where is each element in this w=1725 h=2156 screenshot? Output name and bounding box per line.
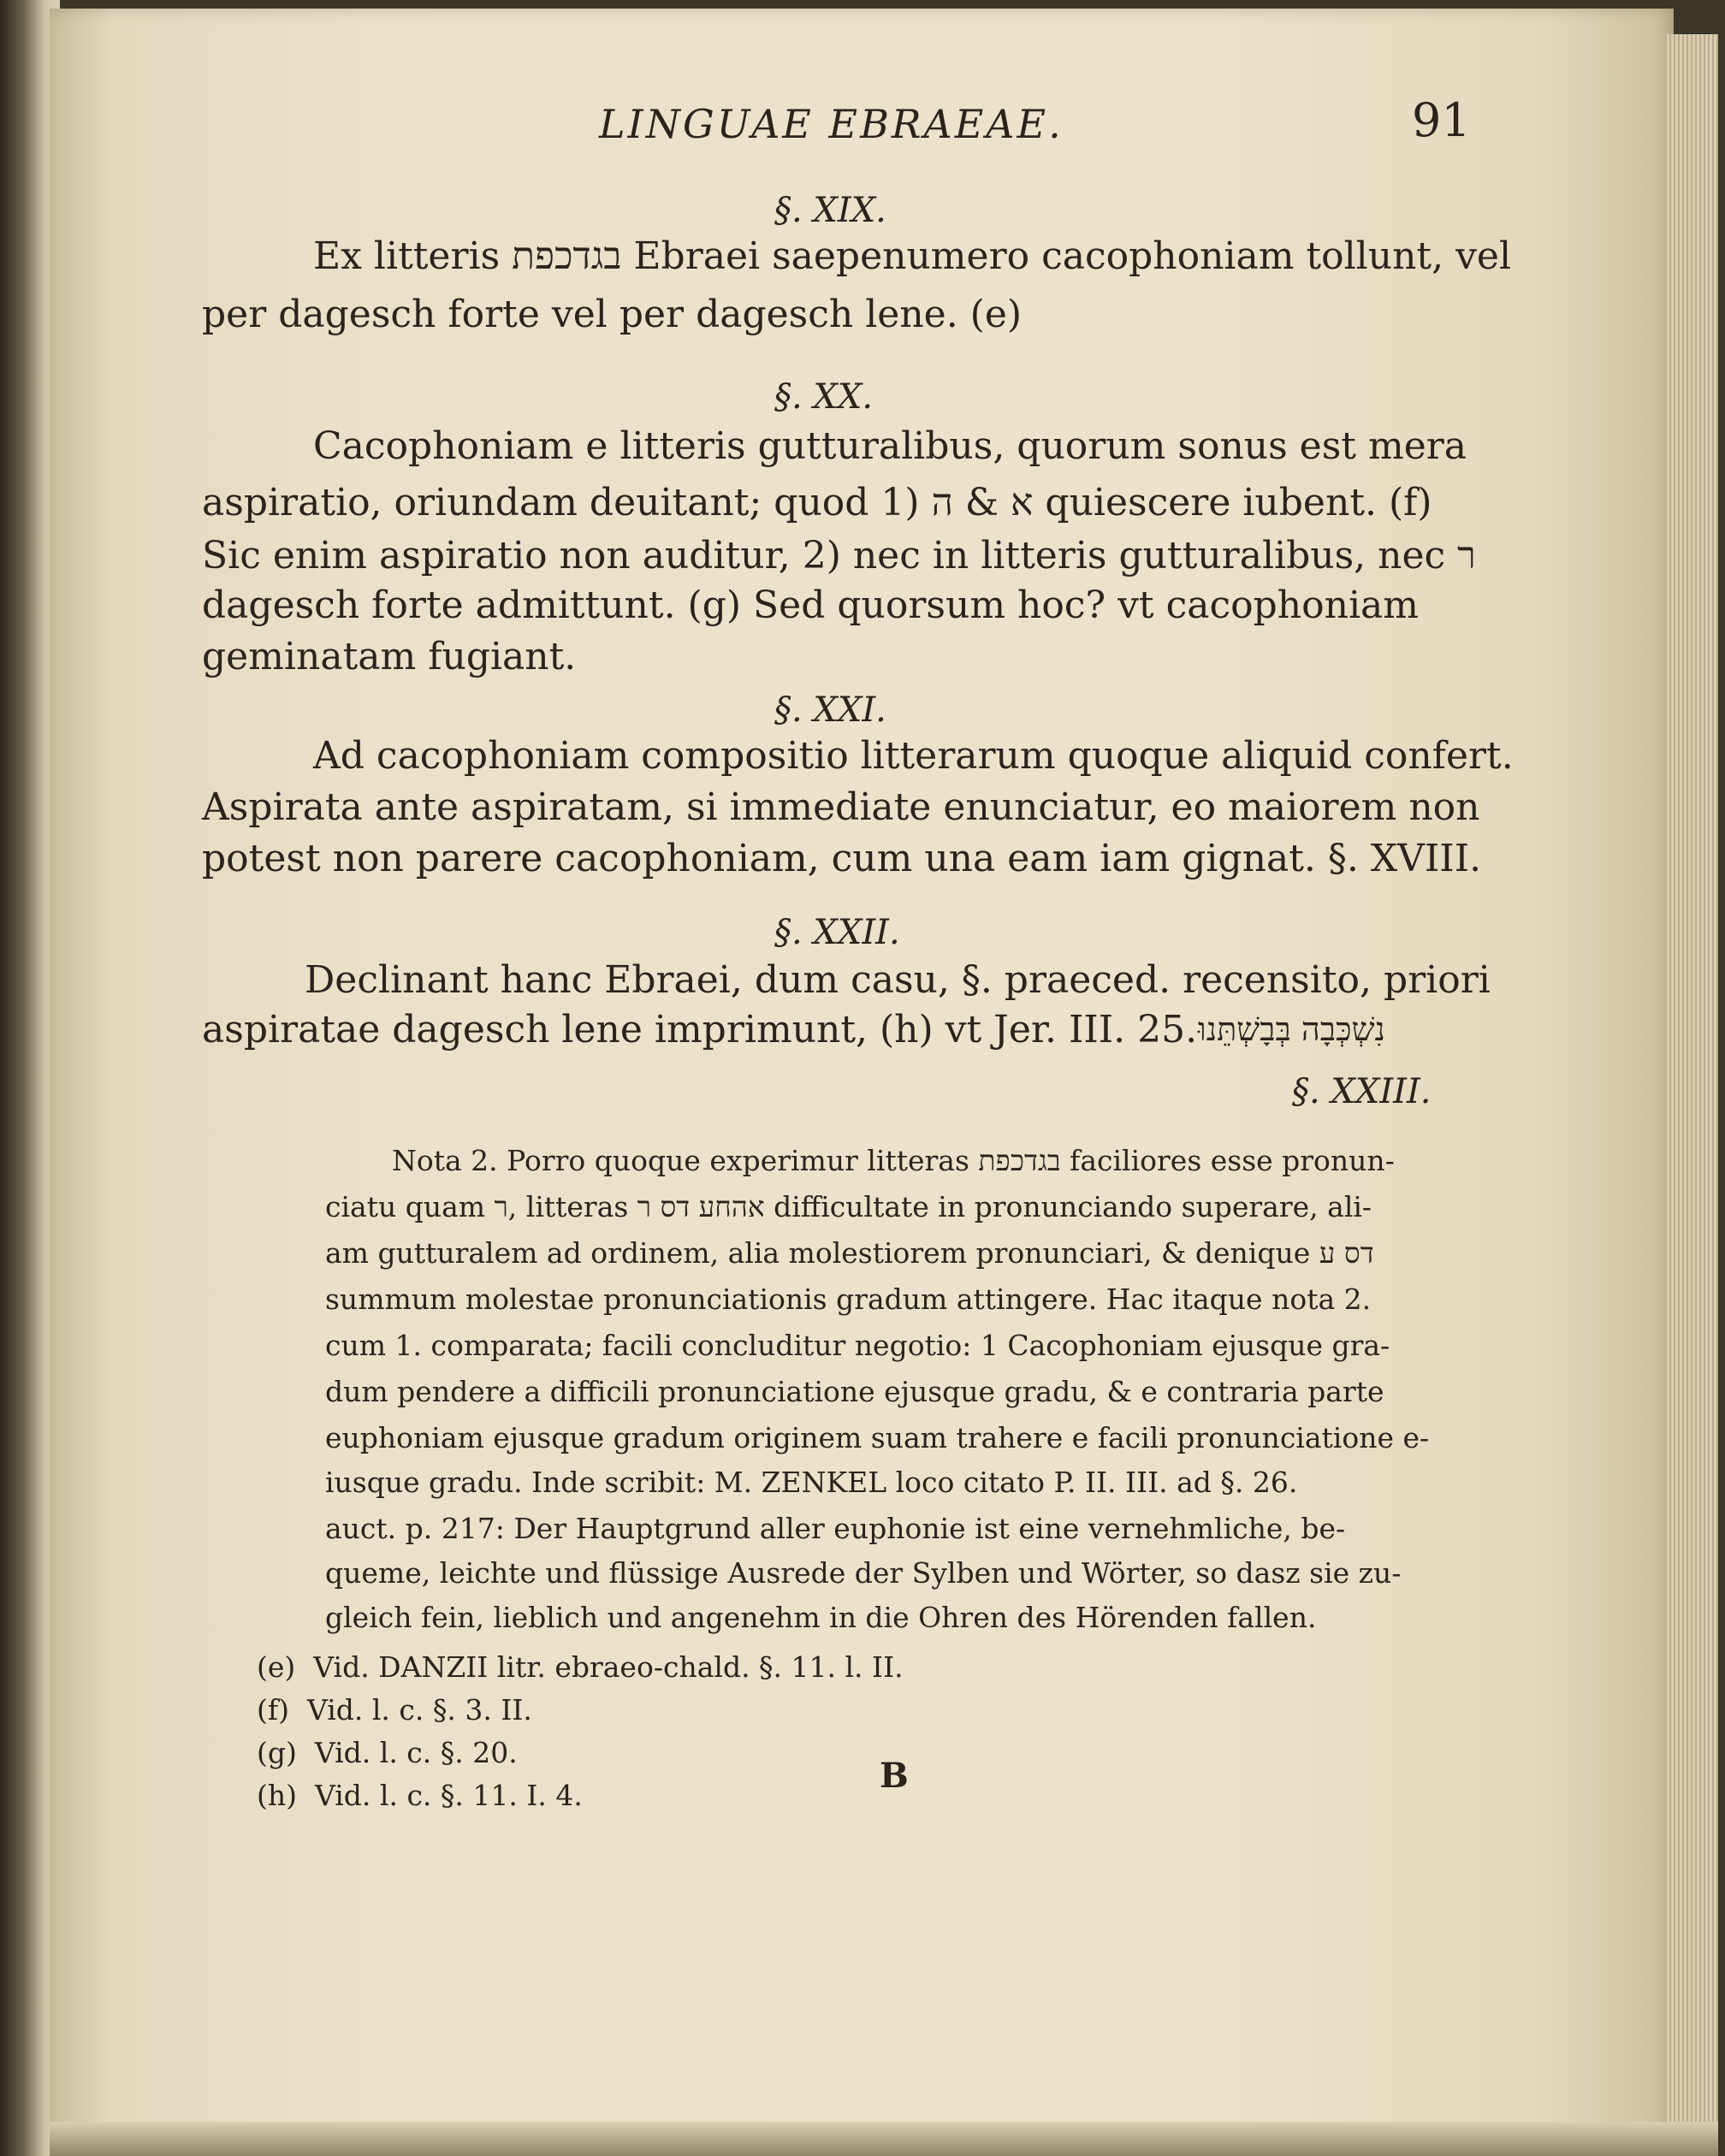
running-head: LINGUAE EBRAEAE. (599, 101, 1064, 147)
section-21-line-3: potest non parere cacophoniam, cum una eam iam gignat. §. XVIII. (202, 837, 1482, 880)
signature-mark: B (880, 1756, 909, 1796)
note-line-3: am gutturalem ad ordinem, alia molestiorem pronunciari, & denique דס ע (325, 1236, 1374, 1270)
section-19-line-2: per dagesch forte vel per dagesch lene. (e) (202, 293, 1023, 336)
section-21-line-2: Aspirata ante aspiratam, si immediate enunciatur, eo maiorem non (202, 785, 1480, 829)
section-20-line-1: Cacophoniam e litteris gutturalibus, quorum sonus est mera (313, 424, 1467, 468)
note-line-2: ciatu quam ר, litteras אהחע דס ר difficultate in pronunciando superare, ali- (325, 1190, 1372, 1223)
page-number: 91 (1412, 93, 1471, 147)
footnote-f (257, 1693, 532, 1727)
footnote-mark: (e) (257, 1650, 296, 1684)
note-line-10: queme, leichte und flüssige Ausrede der Sylben und Wörter, so dasz sie zu- (325, 1556, 1402, 1590)
section-heading-19: §. XIX. (774, 191, 886, 230)
section-20-line-3: Sic enim aspiratio non auditur, 2) nec in litteris gutturalibus, nec ר (202, 534, 1476, 578)
section-21-line-1: Ad cacophoniam compositio litterarum quoque aliquid confert. (313, 734, 1514, 778)
note-line-1: Nota 2. Porro quoque experimur litteras בגדכפת faciliores esse pronun- (392, 1144, 1395, 1177)
note-line-4: summum molestae pronunciationis gradum attingere. Hac itaque nota 2. (325, 1282, 1372, 1316)
section-20-line-2: aspiratio, oriundam deuitant; quod 1) א & ה quiescere iubent. (f) (202, 481, 1432, 524)
page-edges-right (1667, 34, 1718, 2147)
footnote-e (257, 1650, 904, 1684)
section-19-line-1: Ex litteris בגדכפת Ebraei saepenumero cacophoniam tollunt, vel (313, 234, 1512, 278)
footnote-g (257, 1738, 518, 1767)
footnote-text: Vid. l. c. §. 20. (314, 1736, 518, 1769)
note-line-8: iusque gradu. Inde scribit: M. ZENKEL loco citato P. II. III. ad §. 26. (325, 1466, 1298, 1499)
note-line-5: cum 1. comparata; facili concluditur negotio: 1 Cacophoniam ejusque gra- (325, 1329, 1390, 1362)
page-edge-bottom (50, 2122, 1718, 2156)
footnote-text: Vid. l. c. §. 3. II. (306, 1693, 532, 1727)
section-heading-20: §. XX. (774, 377, 874, 417)
footnote-mark: (f) (257, 1693, 289, 1727)
footnote-text: Vid. l. c. §. 11. I. 4. (315, 1779, 583, 1812)
footnote-h (257, 1781, 583, 1810)
footnote-text: Vid. DANZII litr. ebraeo-chald. §. 11. l. II. (313, 1650, 904, 1684)
section-20-line-4: dagesch forte admittunt. (g) Sed quorsum hoc? vt cacophoniam (202, 583, 1419, 627)
note-line-11: gleich fein, lieblich und angenehm in die Ohren des Hörenden fallen. (325, 1601, 1317, 1634)
footnote-mark: (g) (257, 1736, 297, 1769)
footnote-mark: (h) (257, 1779, 298, 1812)
hebrew-quotation: נִשְׁכְּבָה בְּבָשְׁתֵּנוּ (1198, 1010, 1385, 1048)
section-20-line-5: geminatam fugiant. (202, 635, 577, 678)
note-line-7: euphoniam ejusque gradum originem suam trahere e facili pronunciatione e- (325, 1421, 1430, 1454)
note-line-6: dum pendere a difficili pronunciatione ejusque gradu, & e contraria parte (325, 1375, 1384, 1408)
section-22-line-2: aspiratae dagesch lene imprimunt, (h) vt Jer. III. 25. (202, 1008, 1198, 1051)
section-22-line-1: Declinant hanc Ebraei, dum casu, §. praeced. recensito, priori (305, 958, 1491, 1002)
note-line-9: auct. p. 217: Der Hauptgrund aller euphonie ist eine vernehmliche, be- (325, 1512, 1346, 1545)
section-heading-23: §. XXIII. (1292, 1072, 1432, 1111)
section-heading-21: §. XXI. (774, 690, 886, 730)
section-heading-22: §. XXII. (774, 913, 900, 952)
